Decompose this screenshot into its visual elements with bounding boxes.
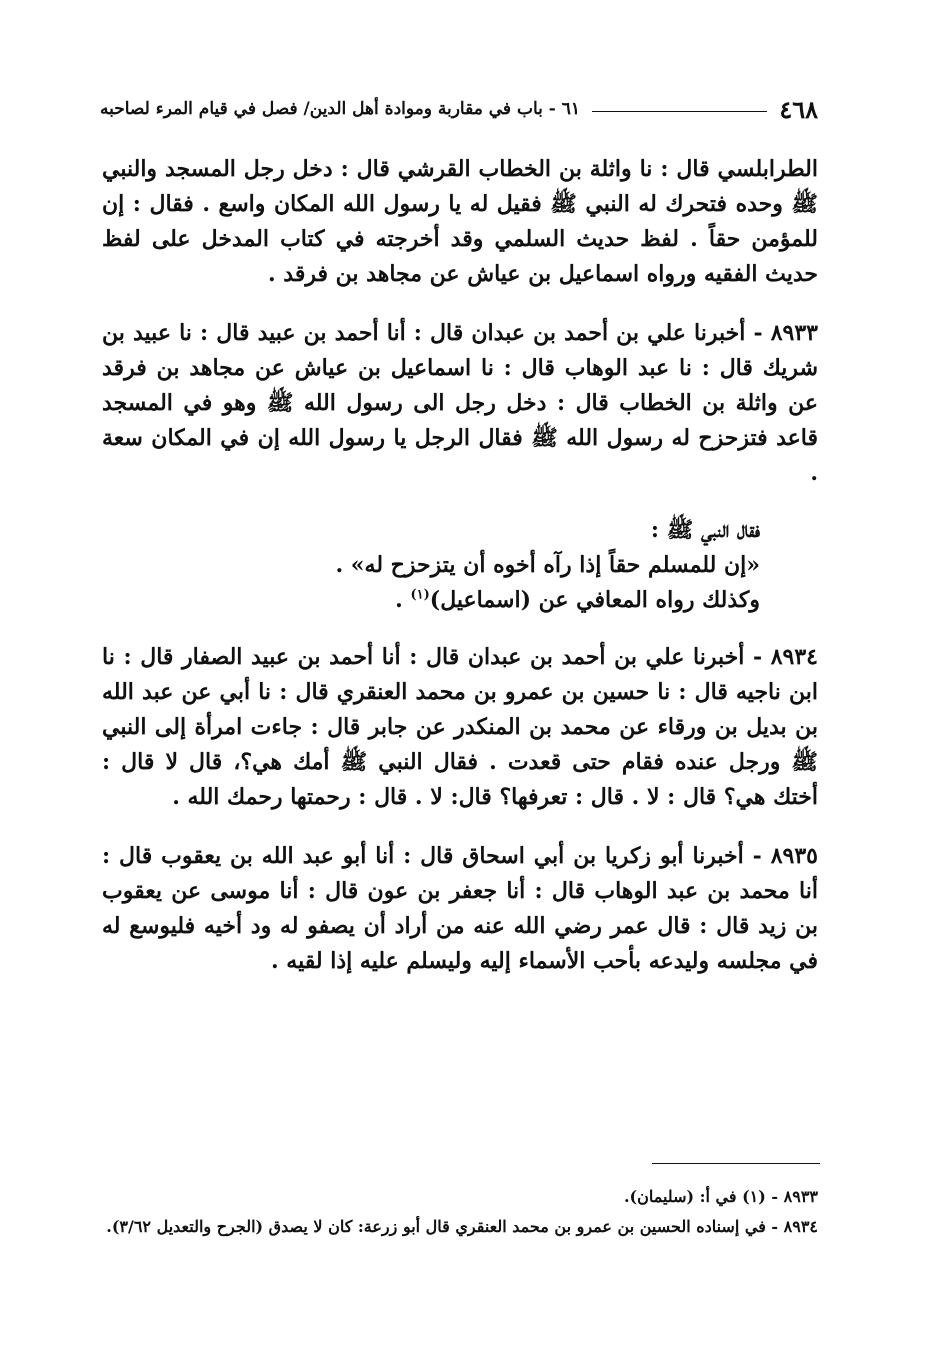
prophet-said-line: فقال النبي ﷺ :	[650, 517, 760, 543]
page-number: ٤٦٨	[779, 94, 818, 124]
main-text	[102, 152, 818, 979]
narration-note	[102, 583, 818, 618]
footnotes	[102, 1182, 818, 1242]
hadith-quote: «إن للمسلم حقاً إذا رآه أخوه أن يتزحزح له» .	[335, 552, 760, 578]
hadith-8934: ٨٩٣٤ - أخبرنا علي بن أحمد بن عبدان قال : أنا أحمد بن عبيد الصفار قال : نا ابن ناجيه قال : نا حسين بن عمرو بن محمد العنقري قال : نا أبي عن عبد الله بن بديل بن ورقاء عن محمد بن المنكدر عن جابر قال : جاءت امرأة إلى النبي ﷺ ورجل عنده فقام حتى قعدت . فقال النبي ﷺ أمك هي؟، قال لا قال : أختك هي؟ قال : لا . قال : تعرفها؟ قال: لا . قال : رحمتها رحمك الله .	[102, 644, 818, 810]
footnote-8934: ٨٩٣٤ - في إسناده الحسين بن عمرو بن محمد العنقري قال أبو زرعة: كان لا يصدق (الجرح والتعديل ٣/٦٢).	[106, 1217, 818, 1236]
footnote-8933: ٨٩٣٣ - (١) في أ: (سليمان).	[623, 1187, 818, 1206]
footnote-rule	[652, 1163, 820, 1164]
header-rule	[592, 111, 767, 112]
narration-note-text: وكذلك رواه المعافي عن (اسماعيل)	[429, 587, 760, 613]
running-title: ٦١ - باب في مقاربة وموادة أهل الدين/ فصل في قيام المرء لصاحبه	[100, 99, 581, 119]
narration-note-end: .	[395, 587, 411, 613]
paragraph-continuation: الطرابلسي قال : نا واثلة بن الخطاب القرشي قال : دخل رجل المسجد والنبي ﷺ وحده فتحرك له النبي ﷺ فقيل له يا رسول الله المكان واسع . فقال : إن للمؤمن حقاً . لفظ حديث السلمي وقد أخرجته في كتاب المدخل على لفظ حديث الفقيه ورواه اسماعيل بن عياش عن مجاهد بن فرقد .	[102, 156, 818, 287]
hadith-8935: ٨٩٣٥ - أخبرنا أبو زكريا بن أبي اسحاق قال : أنا أبو عبد الله بن يعقوب قال : أنا محمد بن عبد الوهاب قال : أنا جعفر بن عون قال : أنا موسى عن يعقوب بن زيد قال : قال عمر رضي الله عنه من أراد أن يصفو له ود أخيه فليوسع له في مجلسه وليدعه بأحب الأسماء إليه وليسلم عليه إذا لقيه .	[102, 843, 818, 974]
page-header	[100, 92, 818, 126]
hadith-8933: ٨٩٣٣ - أخبرنا علي بن أحمد بن عبدان قال : أنا أحمد بن عبيد قال : نا عبيد بن شريك قال : نا عبد الوهاب قال : نا اسماعيل بن عياش عن مجاهد بن فرقد عن واثلة بن الخطاب قال : دخل رجل الى رسول الله ﷺ وهو في المسجد قاعد فتزحزح له رسول الله ﷺ فقال الرجل يا رسول الله إن في المكان سعة .	[102, 320, 818, 486]
footnote-marker: (١)	[410, 587, 430, 603]
